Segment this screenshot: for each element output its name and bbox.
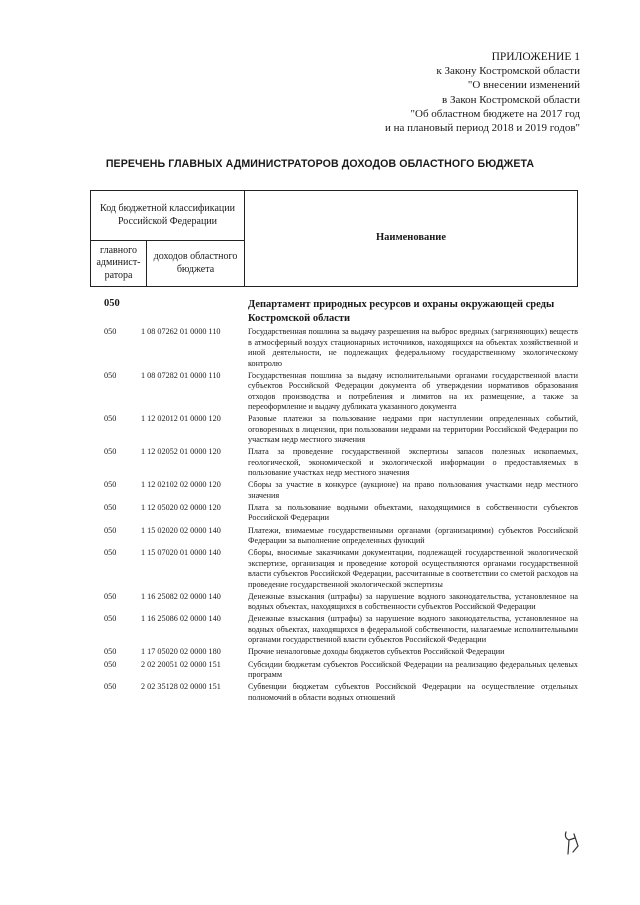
income-code: 1 15 07020 01 0000 140 — [141, 548, 221, 558]
admin-code: 050 — [104, 370, 117, 380]
table-row — [0, 660, 640, 681]
table-row — [0, 414, 640, 446]
group-name: Департамент природных ресурсов и охраны окружающей среды Костромской области — [248, 299, 555, 324]
income-code: 1 12 02052 01 0000 120 — [141, 447, 221, 457]
appendix-line: в Закон Костромской области — [442, 93, 580, 106]
table-header — [90, 190, 578, 287]
income-code: 1 08 07262 01 0000 110 — [141, 327, 221, 336]
income-name: Государственная пошлина за выдачу разрешения на выброс вредных (загрязняющих) веществ в атмосферный воздух стационарных источников, находящихся на объектах хозяйственной и иной деятельности, не подлежащих федеральному государственному экологическому контролю — [248, 327, 578, 368]
table-row — [0, 526, 640, 547]
admin-code: 050 — [104, 659, 117, 669]
table-row — [0, 614, 640, 646]
income-code: 1 12 02102 02 0000 120 — [141, 480, 221, 490]
table-row — [0, 327, 640, 369]
table-row — [0, 592, 640, 613]
appendix-line: "О внесении изменений — [467, 79, 580, 92]
income-name: Субсидии бюджетам субъектов Российской Федерации на реализацию федеральных целевых программ — [248, 659, 578, 680]
income-name: Денежные взыскания (штрафы) за нарушение водного законодательства, установленное на водных объектах, находящихся в федеральной собственности, налагаемые исполнительными органами государственной власти субъектов Российской Федерации — [248, 614, 578, 645]
income-name: Плата за пользование водными объектами, находящимися в собственности субъектов Российской Федерации — [248, 502, 578, 523]
table-row — [0, 503, 640, 524]
income-name: Плата за проведение государственной экспертизы запасов полезных ископаемых, геологической, экономической и экологической информации о предоставляемых в пользование участках недр местного значения — [248, 447, 578, 478]
table-row — [0, 371, 640, 413]
admin-code: 050 — [104, 525, 117, 535]
name-column-header: Наименование — [245, 191, 578, 287]
admin-code: 050 — [104, 414, 117, 424]
admin-code: 050 — [104, 548, 117, 558]
admin-code: 050 — [104, 327, 117, 336]
income-code: 1 12 02012 01 0000 120 — [141, 414, 221, 424]
table-row — [0, 647, 640, 658]
income-list — [0, 327, 640, 703]
income-name: Прочие неналоговые доходы бюджетов субъектов Российской Федерации — [248, 647, 505, 657]
income-code: 2 02 20051 02 0000 151 — [141, 659, 221, 669]
admin-code: 050 — [104, 591, 117, 601]
table-row — [0, 682, 640, 703]
appendix-line: и на плановый период 2018 и 2019 годов" — [384, 122, 580, 135]
income-code: 1 16 25086 02 0000 140 — [141, 614, 221, 624]
income-code: 1 12 05020 02 0000 120 — [141, 502, 221, 512]
table-row — [0, 447, 640, 479]
appendix-line: ПРИЛОЖЕНИЕ 1 — [491, 51, 580, 63]
income-name: Государственная пошлина за выдачу исполнительными органами государственной власти субъектов Российской Федерации документа об утверждении нормативов образования отходов производства и потребления и лимитов на их размещение, а также за переоформление и выдачу дубликата указанного документа — [248, 370, 578, 412]
admin-code: 050 — [104, 480, 117, 490]
admin-code: 050 — [104, 682, 117, 692]
income-name: Сборы за участие в конкурсе (аукционе) на право пользования участками недр местного значения — [248, 480, 578, 500]
admin-code: 050 — [104, 614, 117, 624]
income-name: Разовые платежи за пользование недрами при наступлении определенных событий, оговоренных в лицензии, при пользовании недрами на территории Российской Федерации по участкам недр местного значения — [248, 414, 578, 445]
code-group-header: Код бюджетной классификации Российской Федерации — [91, 191, 245, 241]
admin-code: 050 — [104, 647, 117, 657]
admin-code: 050 — [104, 447, 117, 457]
income-name: Платежи, взимаемые государственными органами (организациями) субъектов Российской Федерации за выполнение определенных функций — [248, 525, 578, 546]
income-name: Субвенции бюджетам субъектов Российской Федерации на осуществление отдельных полномочий в области водных отношений — [248, 682, 578, 702]
income-name: Денежные взыскания (штрафы) за нарушение водного законодательства, установленное на водных объектах, находящихся в собственности субъектов Российской Федерации — [248, 591, 578, 612]
handwritten-signature — [560, 828, 584, 856]
table-row — [0, 548, 640, 590]
income-code: 1 16 25082 02 0000 140 — [141, 591, 221, 601]
income-code: 2 02 35128 02 0000 151 — [141, 682, 221, 692]
admin-column-header: главного админист-ратора — [91, 241, 147, 287]
income-column-header: доходов областного бюджета — [147, 241, 245, 287]
appendix-line: "Об областном бюджете на 2017 год — [410, 107, 580, 120]
income-code: 1 15 02020 02 0000 140 — [141, 525, 221, 535]
income-code: 1 17 05020 02 0000 180 — [141, 647, 221, 657]
appendix-block — [385, 50, 580, 135]
document-title: ПЕРЕЧЕНЬ ГЛАВНЫХ АДМИНИСТРАТОРОВ ДОХОДОВ ОБЛАСТНОГО БЮДЖЕТА — [105, 158, 535, 170]
income-code: 1 08 07282 01 0000 110 — [141, 370, 221, 380]
table-row — [0, 480, 640, 501]
income-name: Сборы, вносимые заказчиками документации, подлежащей государственной экологической экспертизе, организация и проведение которой осуществляются органами государственной власти субъектов Российской Федерации, рассчитанные в соответствии со сметой расходов на проведение государственной экологической экспертизы — [248, 548, 578, 589]
appendix-line: к Закону Костромской области — [436, 65, 580, 78]
group-code: 050 — [104, 298, 120, 309]
admin-code: 050 — [104, 502, 117, 512]
